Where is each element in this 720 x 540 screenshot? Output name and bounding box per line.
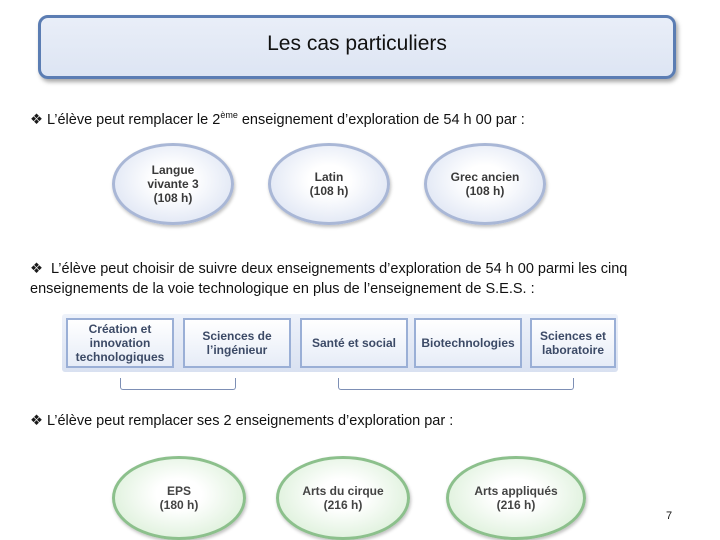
option-label: EPS (180 h) [159, 484, 199, 512]
option-label: Arts du cirque (216 h) [302, 484, 384, 512]
slide-title: Les cas particuliers [267, 32, 447, 55]
option-label: Grec ancien (108 h) [450, 170, 520, 198]
bullet-1-text-before: L’élève peut remplacer le 2 [47, 112, 221, 128]
diamond-bullet-icon: ❖ [30, 112, 43, 128]
bullet-1 [30, 110, 525, 130]
bullet-1-text-after: enseignement d’exploration de 54 h 00 par : [237, 112, 525, 128]
page-number: 7 [666, 510, 673, 522]
option-label: Latin (108 h) [309, 170, 349, 198]
option-oval-latin [268, 143, 390, 225]
diamond-bullet-icon: ❖ [30, 413, 43, 429]
bullet-2-text: L’élève peut choisir de suivre deux enseignements d’exploration de 54 h 00 parmi les cinq enseignements de la voie technologique en plus de l’enseignement de S.E.S. : [30, 261, 628, 297]
option-label: Création et innovation technologiques [75, 322, 165, 364]
bullet-2 [30, 259, 695, 299]
option-oval-langue [112, 143, 234, 225]
bullet-3-text: L’élève peut remplacer ses 2 enseignements d’exploration par : [47, 413, 454, 429]
option-label: Biotechnologies [421, 336, 515, 350]
option-rect-sciences-laboratoire [530, 318, 616, 368]
option-label: Sciences de l’ingénieur [202, 329, 272, 357]
connector-brace [120, 378, 236, 390]
connector-brace [338, 378, 574, 390]
option-rect-sante-social [300, 318, 408, 368]
option-label: Sciences et laboratoire [539, 329, 607, 357]
option-rect-biotechnologies [414, 318, 522, 368]
bullet-3 [30, 411, 453, 431]
option-oval-grec [424, 143, 546, 225]
option-oval-arts-appliques [446, 456, 586, 540]
option-label: Langue vivante 3 (108 h) [147, 163, 199, 205]
option-oval-arts-cirque [276, 456, 410, 540]
diamond-bullet-icon: ❖ [30, 261, 43, 277]
option-rect-sciences-ingenieur [183, 318, 291, 368]
bullet-1-superscript: ème [220, 110, 238, 121]
option-rect-creation [66, 318, 174, 368]
option-oval-eps [112, 456, 246, 540]
option-label: Arts appliqués (216 h) [474, 484, 558, 512]
option-label: Santé et social [311, 336, 397, 350]
title-box [38, 15, 676, 79]
